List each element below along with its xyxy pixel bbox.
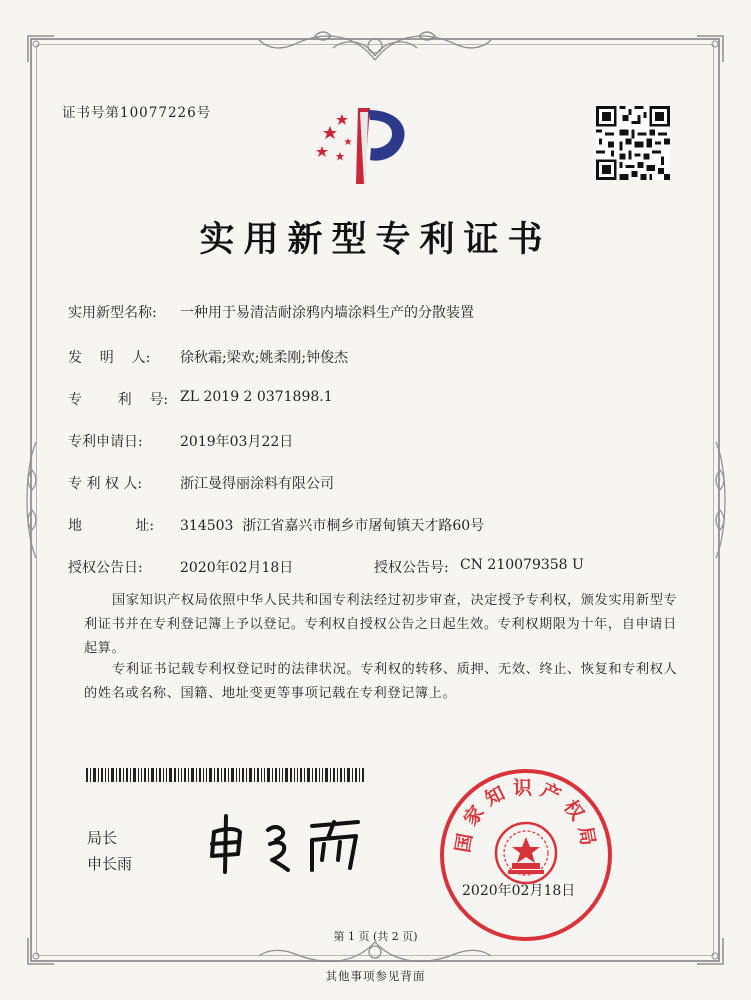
- certificate-number: 证书号第10077226号: [62, 105, 212, 121]
- page-indicator: 第 1 页 (共 2 页): [333, 930, 418, 943]
- field-label-grant-date: 授权公告日:: [68, 560, 143, 576]
- field-label-inventor: 发 明 人:: [68, 350, 151, 366]
- field-value-grant-date: 2020年02月18日: [180, 560, 294, 576]
- field-value-inventor: 徐秋霜;梁欢;姚柔刚;钟俊杰: [180, 350, 349, 366]
- back-note: 其他事项参见背面: [325, 969, 426, 983]
- field-label-grant-number: 授权公告号:: [374, 560, 449, 576]
- svg-text:国家知识产权局: 国家知识产权局: [451, 777, 601, 855]
- signatory-title: 局长: [87, 829, 118, 847]
- signatory-name: 申长雨: [87, 855, 133, 873]
- body-paragraph-1: 国家知识产权局依照中华人民共和国专利法经过初步审查，决定授予专利权，颁发实用新型专利证书并在专利登记簿上予以登记。专利权自授权公告之日起生效。专利权期限为十年，自申请日起算。: [84, 593, 678, 656]
- field-value-patentee: 浙江曼得丽涂料有限公司: [180, 476, 334, 492]
- barcode-icon: [86, 768, 364, 782]
- body-paragraph-2: 专利证书记载专利权登记时的法律状况。专利权的转移、质押、无效、终止、恢复和专利权人的姓名或名称、国籍、地址变更等事项记载在专利登记簿上。: [84, 662, 678, 701]
- corner-tl: [26, 34, 56, 64]
- field-label-address: 地 址:: [68, 518, 155, 534]
- field-label-patentee: 专 利 权 人:: [68, 476, 143, 492]
- field-value-address: 314503 浙江省嘉兴市桐乡市屠甸镇天才路60号: [180, 518, 485, 534]
- cnipa-logo-icon: [300, 100, 420, 190]
- official-seal-icon: [438, 767, 614, 943]
- field-label-patent-number: 专 利 号:: [68, 392, 169, 408]
- right-ornament: [708, 440, 730, 560]
- field-label-filing-date: 专利申请日:: [68, 434, 143, 450]
- qr-code-icon: [596, 106, 670, 180]
- corner-tr: [695, 34, 725, 64]
- field-label-utility-model-name: 实用新型名称:: [68, 305, 157, 321]
- top-ornament: [255, 26, 495, 64]
- field-value-filing-date: 2019年03月22日: [180, 434, 294, 450]
- seal-date: 2020年02月18日: [462, 883, 576, 899]
- certificate-title: 实用新型专利证书: [199, 219, 552, 260]
- field-value-utility-model-name: 一种用于易清洁耐涂鸦内墙涂料生产的分散装置: [180, 305, 474, 321]
- left-ornament: [22, 440, 44, 560]
- field-value-grant-number: CN 210079358 U: [460, 557, 584, 573]
- field-value-patent-number: ZL 2019 2 0371898.1: [180, 389, 333, 405]
- handwritten-signature: [200, 810, 370, 880]
